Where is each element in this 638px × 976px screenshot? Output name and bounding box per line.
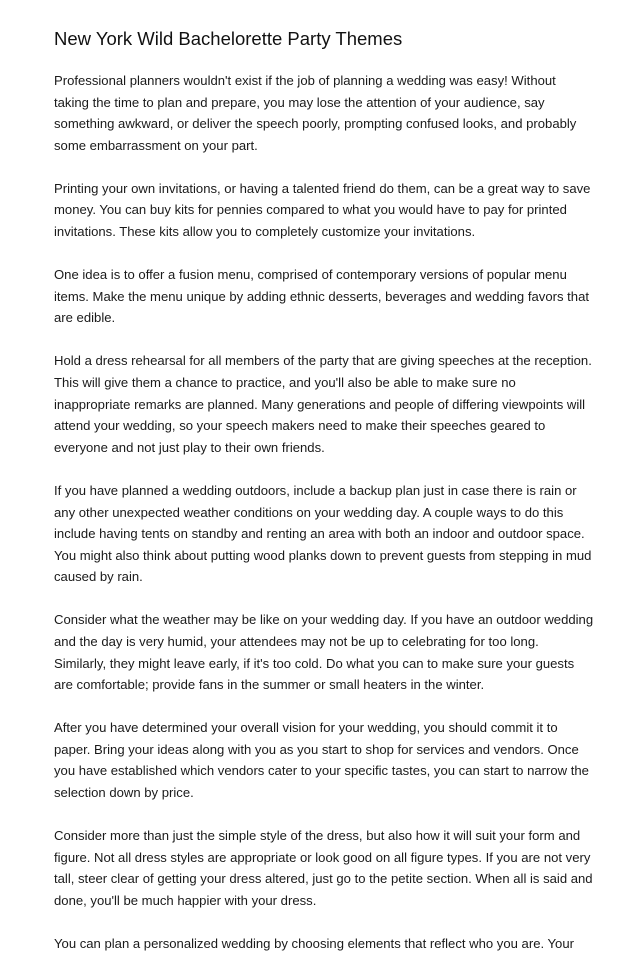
text-line: items. Make the menu unique by adding ethnic desserts, beverages and wedding favors that xyxy=(54,288,589,304)
text-line: You can plan a personalized wedding by choosing elements that reflect who you are. Your xyxy=(54,936,574,951)
text-line: you have established which vendors cater to your specific tastes, you can start to narrow the xyxy=(54,763,589,779)
text-line: done, you'll be much happier with your dress. xyxy=(54,892,317,908)
document-body xyxy=(54,70,594,976)
text-line: tall, steer clear of getting your dress altered, just go to the petite section. When all is said and xyxy=(54,871,593,887)
text-line: Consider what the weather may be like on your wedding day. If you have an outdoor wedding xyxy=(54,612,594,628)
text-line: inappropriate remarks are planned. Many generations and people of differing viewpoints will xyxy=(54,396,586,412)
text-line: Hold a dress rehearsal for all members of the party that are giving speeches at the reception. xyxy=(54,353,592,369)
text-line: and the day is very humid, your attendees may not be up to celebrating for too long. xyxy=(54,633,539,649)
text-line: caused by rain. xyxy=(54,569,143,585)
text-line: Consider more than just the simple style of the dress, but also how it will suit your form and xyxy=(54,828,581,844)
paragraph-7 xyxy=(54,717,590,803)
paragraph-1 xyxy=(54,70,590,156)
text-line: Printing your own invitations, or having a talented friend do them, can be a great way to save xyxy=(54,180,591,196)
text-line: any other unexpected weather conditions on your wedding day. A couple ways to do this xyxy=(54,504,564,520)
text-line: If you have planned a wedding outdoors, include a backup plan just in case there is rain or xyxy=(54,482,577,498)
text-line: figure. Not all dress styles are appropriate or look good on all figure types. If you are not very xyxy=(54,849,591,865)
text-line: selection down by price. xyxy=(54,785,194,801)
text-line: Professional planners wouldn't exist if the job of planning a wedding was easy! Without xyxy=(54,73,556,88)
text-line: You might also think about putting wood planks down to prevent guests from stepping in mud xyxy=(54,547,592,563)
paragraph-8 xyxy=(54,825,593,911)
text-line: everyone and not just play to their own friends. xyxy=(54,439,325,455)
paragraph-4 xyxy=(54,350,590,458)
paragraph-9 xyxy=(54,933,590,955)
page-title: New York Wild Bachelorette Party Themes xyxy=(54,28,403,49)
text-line: paper. Bring your ideas along with you as you start to shop for services and vendors. Once xyxy=(54,741,579,757)
paragraph-3 xyxy=(54,264,590,329)
text-line: something awkward, or deliver the speech poorly, prompting confused looks, and probably xyxy=(54,116,577,132)
text-line: taking the time to plan and prepare, you may lose the attention of your audience, say xyxy=(54,94,545,110)
text-line: After you have determined your overall vision for your wedding, you should commit it to xyxy=(54,720,558,736)
text-line: money. You can buy kits for pennies compared to what you would have to pay for printed xyxy=(54,202,567,218)
text-line: are edible. xyxy=(54,310,116,326)
text-line: One idea is to offer a fusion menu, comprised of contemporary versions of popular menu xyxy=(54,267,567,283)
paragraph-6 xyxy=(54,609,594,695)
paragraph-2 xyxy=(54,178,590,243)
text-line: attend your wedding, so your speech makers need to make their speeches geared to xyxy=(54,418,546,434)
text-line: include having tents on standby and renting an area with both an indoor and outdoor space. xyxy=(54,526,585,542)
text-line: invitations. These kits allow you to completely customize your invitations. xyxy=(54,224,476,240)
text-line: some embarrassment on your part. xyxy=(54,137,258,153)
paragraph-5 xyxy=(54,480,590,588)
text-line: are comfortable; provide fans in the summer or small heaters in the winter. xyxy=(54,677,485,693)
text-line: Similarly, they might leave early, if it's too cold. Do what you can to make sure your guests xyxy=(54,655,575,671)
text-line: This will give them a chance to practice, and you'll also be able to make sure no xyxy=(54,375,516,391)
